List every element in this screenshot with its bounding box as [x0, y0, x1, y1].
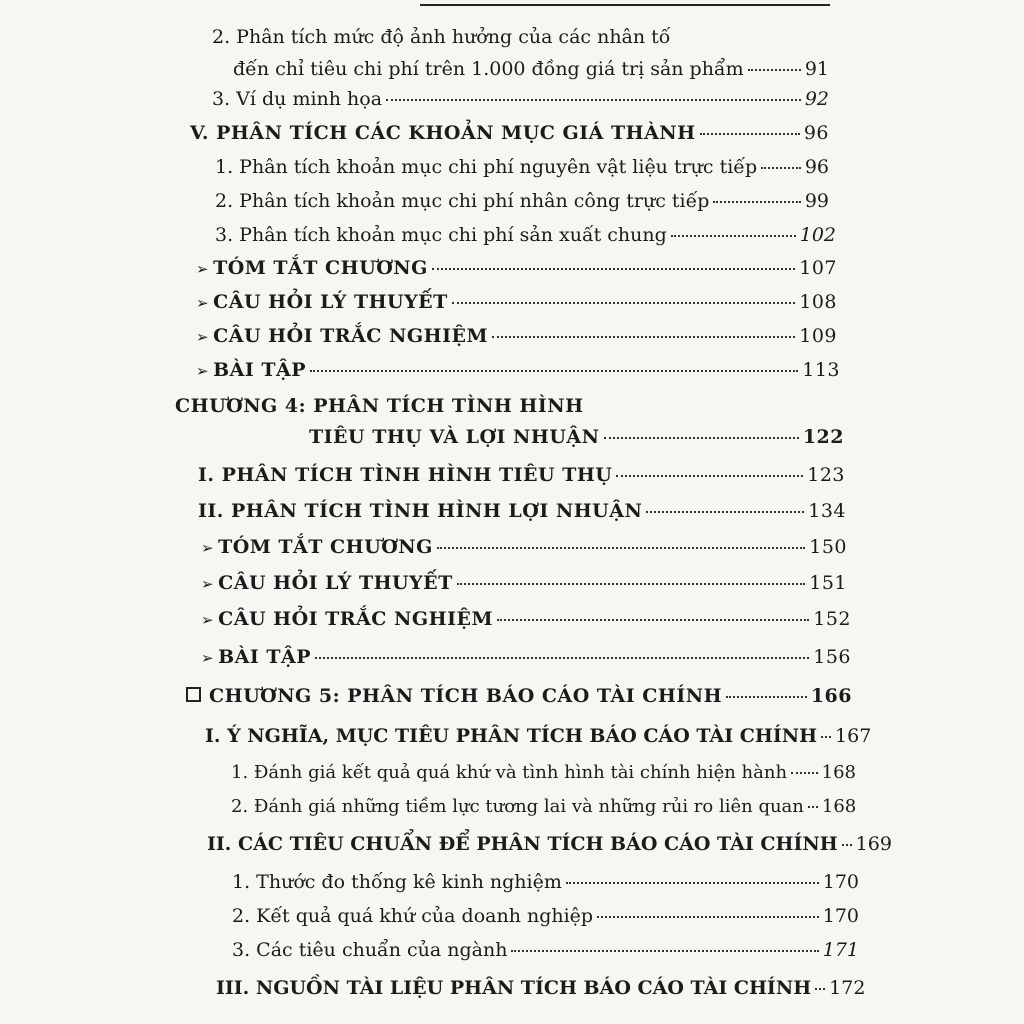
- toc-page-number: 91: [804, 58, 829, 80]
- arrow-bullet-icon: ➢: [196, 328, 210, 346]
- toc-page-number: 168: [821, 796, 857, 817]
- toc-entry-chapter[interactable]: [186, 687, 852, 706]
- toc-entry-summary[interactable]: [201, 538, 847, 557]
- top-rule: [420, 4, 830, 6]
- toc-entry-title-line1: 2. Phân tích mức độ ảnh hưởng của các nhân tố: [212, 26, 671, 48]
- toc-page-number: 152: [813, 608, 851, 630]
- toc-entry-section[interactable]: [198, 502, 846, 521]
- toc-page-number: 151: [809, 572, 847, 594]
- dot-leader: [386, 99, 801, 101]
- dot-leader: [452, 302, 795, 304]
- dot-leader: [432, 268, 795, 270]
- dot-leader: [671, 235, 796, 237]
- toc-entry-questions[interactable]: [196, 293, 837, 312]
- toc-entry-exercises[interactable]: [201, 648, 851, 667]
- arrow-bullet-icon: ➢: [201, 649, 215, 667]
- checkbox-square-icon: [186, 687, 201, 702]
- dot-leader: [761, 167, 801, 169]
- toc-page-number: 109: [799, 325, 837, 347]
- toc-page-number: 171: [822, 939, 859, 961]
- toc-page-number: 96: [804, 156, 829, 178]
- dot-leader: [566, 882, 819, 884]
- toc-entry-title: TÓM TẮT CHƯƠNG: [218, 536, 433, 558]
- dot-leader: [713, 201, 800, 203]
- toc-entry-section[interactable]: [207, 833, 892, 855]
- toc-page-number: 96: [803, 122, 829, 144]
- chapter-title-line1: CHƯƠNG 4: PHÂN TÍCH TÌNH HÌNH: [175, 395, 584, 417]
- toc-entry-title: 3. Các tiêu chuẩn của ngành: [232, 939, 508, 961]
- toc-entry-title: BÀI TẬP: [213, 359, 307, 381]
- toc-entry-title: III. NGUỒN TÀI LIỆU PHÂN TÍCH BÁO CÁO TÀI CHÍNH: [216, 977, 812, 999]
- toc-entry-section[interactable]: [198, 466, 845, 485]
- toc-entry-chapter[interactable]: [309, 428, 844, 447]
- toc-entry-title: 3. Ví dụ minh họa: [212, 88, 383, 110]
- toc-entry-title: 2. Phân tích khoản mục chi phí nhân công trực tiếp: [215, 190, 710, 212]
- toc-entry-title: 3. Phân tích khoản mục chi phí sản xuất chung: [215, 224, 667, 246]
- dot-leader: [700, 133, 800, 135]
- toc-entry-title: 1. Đánh giá kết quả quá khứ và tình hình tài chính hiện hành: [231, 762, 788, 783]
- dot-leader: [604, 437, 799, 439]
- toc-entry-title: TIÊU THỤ VÀ LỢI NHUẬN: [309, 426, 600, 448]
- toc-page-number: 156: [813, 646, 851, 668]
- toc-entry-title: CÂU HỎI LÝ THUYẾT: [218, 572, 453, 594]
- toc-page-number: 113: [802, 359, 840, 381]
- toc-entry[interactable]: [231, 764, 856, 782]
- arrow-bullet-icon: ➢: [196, 362, 210, 380]
- toc-entry[interactable]: [233, 60, 829, 79]
- toc-page-number: 168: [821, 762, 856, 783]
- toc-page-number: 169: [855, 833, 892, 855]
- toc-entry-quiz[interactable]: [201, 610, 851, 629]
- dot-leader: [511, 950, 818, 952]
- dot-leader: [310, 370, 798, 372]
- toc-entry-title: CHƯƠNG 5: PHÂN TÍCH BÁO CÁO TÀI CHÍNH: [209, 685, 723, 707]
- toc-entry[interactable]: [231, 798, 856, 816]
- toc-page-number: 170: [822, 905, 859, 927]
- dot-leader: [791, 772, 818, 774]
- toc-page-number: 134: [808, 500, 846, 522]
- dot-leader: [616, 475, 803, 477]
- dot-leader: [646, 511, 804, 513]
- arrow-bullet-icon: ➢: [201, 575, 215, 593]
- toc-entry-section[interactable]: [190, 124, 829, 143]
- toc-page-number: 166: [810, 685, 852, 707]
- dot-leader: [808, 806, 818, 808]
- dot-leader: [437, 547, 805, 549]
- toc-entry-title: II. CÁC TIÊU CHUẨN ĐỂ PHÂN TÍCH BÁO CÁO TÀI CHÍNH: [207, 833, 838, 855]
- toc-entry[interactable]: [232, 941, 859, 960]
- toc-entry[interactable]: [215, 226, 836, 245]
- toc-page-number: 123: [807, 464, 845, 486]
- toc-entry-section[interactable]: [216, 977, 866, 999]
- toc-page-number: 122: [802, 426, 844, 448]
- toc-page-number: 172: [829, 977, 866, 999]
- dot-leader: [492, 336, 795, 338]
- toc-page-number: 150: [809, 536, 847, 558]
- toc-entry[interactable]: [215, 192, 829, 211]
- toc-page-number: 99: [804, 190, 829, 212]
- arrow-bullet-icon: ➢: [196, 294, 210, 312]
- toc-page-number: 167: [835, 725, 872, 747]
- toc-page-number: 108: [799, 291, 837, 313]
- dot-leader: [748, 69, 801, 71]
- toc-entry[interactable]: [232, 873, 859, 892]
- toc-entry-title: II. PHÂN TÍCH TÌNH HÌNH LỢI NHUẬN: [198, 500, 643, 522]
- arrow-bullet-icon: ➢: [201, 611, 215, 629]
- dot-leader: [815, 988, 825, 990]
- toc-entry-title: CÂU HỎI TRẮC NGHIỆM: [213, 325, 488, 347]
- toc-entry-title: 2. Đánh giá những tiềm lực tương lai và những rủi ro liên quan: [231, 796, 804, 817]
- arrow-bullet-icon: ➢: [196, 260, 210, 278]
- toc-entry[interactable]: [232, 907, 859, 926]
- dot-leader: [726, 696, 807, 698]
- toc-entry-quiz[interactable]: [196, 327, 837, 346]
- toc-entry-title: CÂU HỎI TRẮC NGHIỆM: [218, 608, 493, 630]
- dot-leader: [457, 583, 805, 585]
- toc-entry-title: I. Ý NGHĨA, MỤC TIÊU PHÂN TÍCH BÁO CÁO TÀI CHÍNH: [205, 725, 818, 747]
- toc-entry-exercises[interactable]: [196, 361, 840, 380]
- toc-entry-title: 1. Thước đo thống kê kinh nghiệm: [232, 871, 562, 893]
- toc-entry-title: TÓM TẮT CHƯƠNG: [213, 257, 428, 279]
- dot-leader: [497, 619, 809, 621]
- toc-entry-summary[interactable]: [196, 259, 837, 278]
- toc-page-number: 102: [799, 224, 836, 246]
- toc-entry-title: I. PHÂN TÍCH TÌNH HÌNH TIÊU THỤ: [198, 464, 613, 486]
- toc-page-number: 92: [804, 88, 829, 110]
- dot-leader: [597, 916, 819, 918]
- toc-entry-section[interactable]: [205, 725, 872, 747]
- toc-entry[interactable]: [212, 90, 829, 109]
- toc-entry-title: 2. Kết quả quá khứ của doanh nghiệp: [232, 905, 594, 927]
- toc-page-number: 170: [822, 871, 859, 893]
- toc-entry-questions[interactable]: [201, 574, 847, 593]
- toc-entry-title: BÀI TẬP: [218, 646, 312, 668]
- toc-entry-title: CÂU HỎI LÝ THUYẾT: [213, 291, 448, 313]
- toc-entry-title: 1. Phân tích khoản mục chi phí nguyên vật liệu trực tiếp: [215, 156, 758, 178]
- toc-entry-title: đến chỉ tiêu chi phí trên 1.000 đồng giá trị sản phẩm: [233, 58, 744, 80]
- toc-entry[interactable]: [215, 158, 829, 177]
- dot-leader: [821, 736, 831, 738]
- dot-leader: [315, 657, 809, 659]
- toc-page-number: 107: [799, 257, 837, 279]
- dot-leader: [842, 844, 852, 846]
- toc-entry-title: V. PHÂN TÍCH CÁC KHOẢN MỤC GIÁ THÀNH: [190, 122, 696, 144]
- arrow-bullet-icon: ➢: [201, 539, 215, 557]
